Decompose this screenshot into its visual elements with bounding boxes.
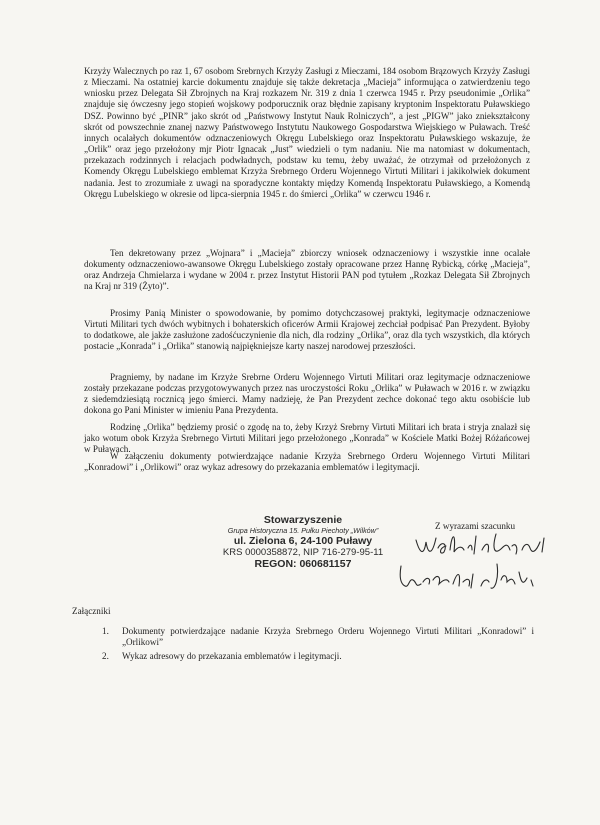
paragraph-3-text: Prosimy Panią Minister o spowodowanie, by pomimo dotychczasowej praktyki, legitymacje odznaczeniowe Virtuti Militari tych dwóch wybitnych i bohaterskich oficerów Armii Krajowej zechciał podpisać Pan Prezydent. Byłoby to dodatkowe, ale jakże zasłużone zadośćuczynienie dla nich, dla rodziny „Orlika”, oraz dla tych wszystkich, dla których postacie „Konrada” i „Orlika” stanowią najpiękniejsze karty naszej narodowej przeszłości.: [84, 308, 530, 352]
list-item-number: 1.: [102, 626, 109, 636]
list-item: [102, 651, 534, 662]
paragraph-2: [84, 248, 530, 293]
paragraph-6: [84, 451, 530, 473]
paragraph-1-text: Krzyży Walecznych po raz 1, 67 osobom Srebrnych Krzyży Zasługi z Mieczami, 184 osobom Brązowych Krzyży Zasługi z Mieczami. Na ostatniej karcie dokumentu znajduje się także dekretacja „Macieja” informująca o zatwierdzeniu tego wniosku przez Delegata Sił Zbrojnych na Kraj rozkazem Nr. 319 z dnia 1 czerwca 1945 r. Przy pseudonimie „Orlika” znajduje się ówczesny jego stopień wojskowy podporucznik oraz błędnie zapisany kryptonim Inspektoratu Puławskiego DSZ. Powinno być „PINR” jako skrót od „Państwowy Instytut Nauk Rolniczych”, a jest „PIGW” jako zniekształcony skrót od powszechnie znanej nazwy Państwowego Instytutu Naukowego Gospodarstwa Wiejskiego w Puławach. Treść innych ocalałych dokumentów odznaczeniowych Okręgu Lubelskiego oraz Inspektoratu Puławskiego wskazuje, że „Orlik” oraz jego przełożony mjr Piotr Ignacak „Just” wiedzieli o tym nadaniu. Nie ma natomiast w dokumentach, przekazach rodzinnych i relacjach podwładnych, podstaw ku temu, żeby uważać, że otrzymał od przełożonych z Komendy Okręgu Lubelskiego emblemat Krzyża Srebrnego Orderu Wojennego Virtuti Militari i jakikolwiek dokument nadania. Jest to zrozumiałe z uwagi na sporadyczne kontakty między Komendą Inspektoratu Puławskiego, a Komendą Okręgu Lubelskiego w okresie od lipca-sierpnia 1945 r. do śmierci „Orlika” w czerwcu 1946 r.: [84, 66, 530, 199]
list-item-text: Wykaz adresowy do przekazania emblematów i legitymacji.: [122, 651, 342, 661]
stamp-line-regon: REGON: 060681157: [254, 558, 352, 570]
paragraph-3: [84, 308, 530, 353]
stamp-line-krs-nip: KRS 0000358872, NIP 716-279-95-11: [222, 547, 384, 558]
stamp-line-address: ul. Zielona 6, 24-100 Puławy: [233, 535, 373, 547]
closing-salutation: Z wyrazami szacunku: [435, 521, 516, 531]
list-item-text: Dokumenty potwierdzające nadanie Krzyża Srebrnego Orderu Wojennego Virtuti Militari „Konradowi” i „Orlikowi”: [122, 626, 534, 647]
attachments-title: Załączniki: [72, 606, 111, 616]
paragraph-4: [84, 372, 530, 417]
stamp-line-organization: Stowarzyszenie: [263, 514, 343, 526]
paragraph-1: [84, 66, 530, 200]
signature-first: [412, 528, 552, 562]
paragraph-5-text: Rodzinę „Orlika” będziemy prosić o zgodę na to, żeby Krzyż Srebrny Virtuti Militari ich brata i stryja znalazł się jako wotum obok Krzyża Srebrnego Virtuti Militari jego przełożonego „Konrada” w Kościele Matki Bożej Różańcowej w Puławach.: [84, 422, 530, 455]
paragraph-4-text: Pragniemy, by nadane im Krzyże Srebrne Orderu Wojennego Virtuti Militari oraz legitymacje odznaczeniowe zostały przekazane podczas przygotowywanych przez nas uroczystości Roku „Orlika” w Puławach w 2016 r. w związku z siedemdziesiątą rocznicą jego śmierci. Mamy nadzieję, że Pan Prezydent zechce dokonać tego aktu osobiście lub dokona go Pani Minister w imieniu Pana Prezydenta.: [84, 372, 530, 416]
attachments-list: [102, 626, 534, 665]
organization-stamp: [203, 514, 403, 570]
list-item: [102, 626, 534, 648]
paragraph-6-text: W załączeniu dokumenty potwierdzające nadanie Krzyża Srebrnego Orderu Wojennego Virtuti Militari „Konradowi” i „Orlikowi” oraz wykaz adresowy do przekazania emblematów i legitymacji.: [84, 451, 530, 473]
signature-second: [395, 560, 545, 594]
stamp-line-group: Grupa Historyczna 15. Pułku Piechoty „Wilków”: [227, 526, 379, 535]
paragraph-2-text: Ten dekretowany przez „Wojnara” i „Macieja” zbiorczy wniosek odznaczeniowy i wszystkie inne ocalałe dokumenty odznaczeniowo-awansowe Okręgu Lubelskiego zostały opracowane przez Hannę Rybicką, córkę „Macieja”, oraz Andrzeja Chmielarza i wydane w 2004 r. przez Instytut Historii PAN pod tytułem „Rozkaz Delegata Sił Zbrojnych na Kraj nr 319 (Żyto)”.: [84, 248, 530, 292]
list-item-number: 2.: [102, 651, 109, 661]
